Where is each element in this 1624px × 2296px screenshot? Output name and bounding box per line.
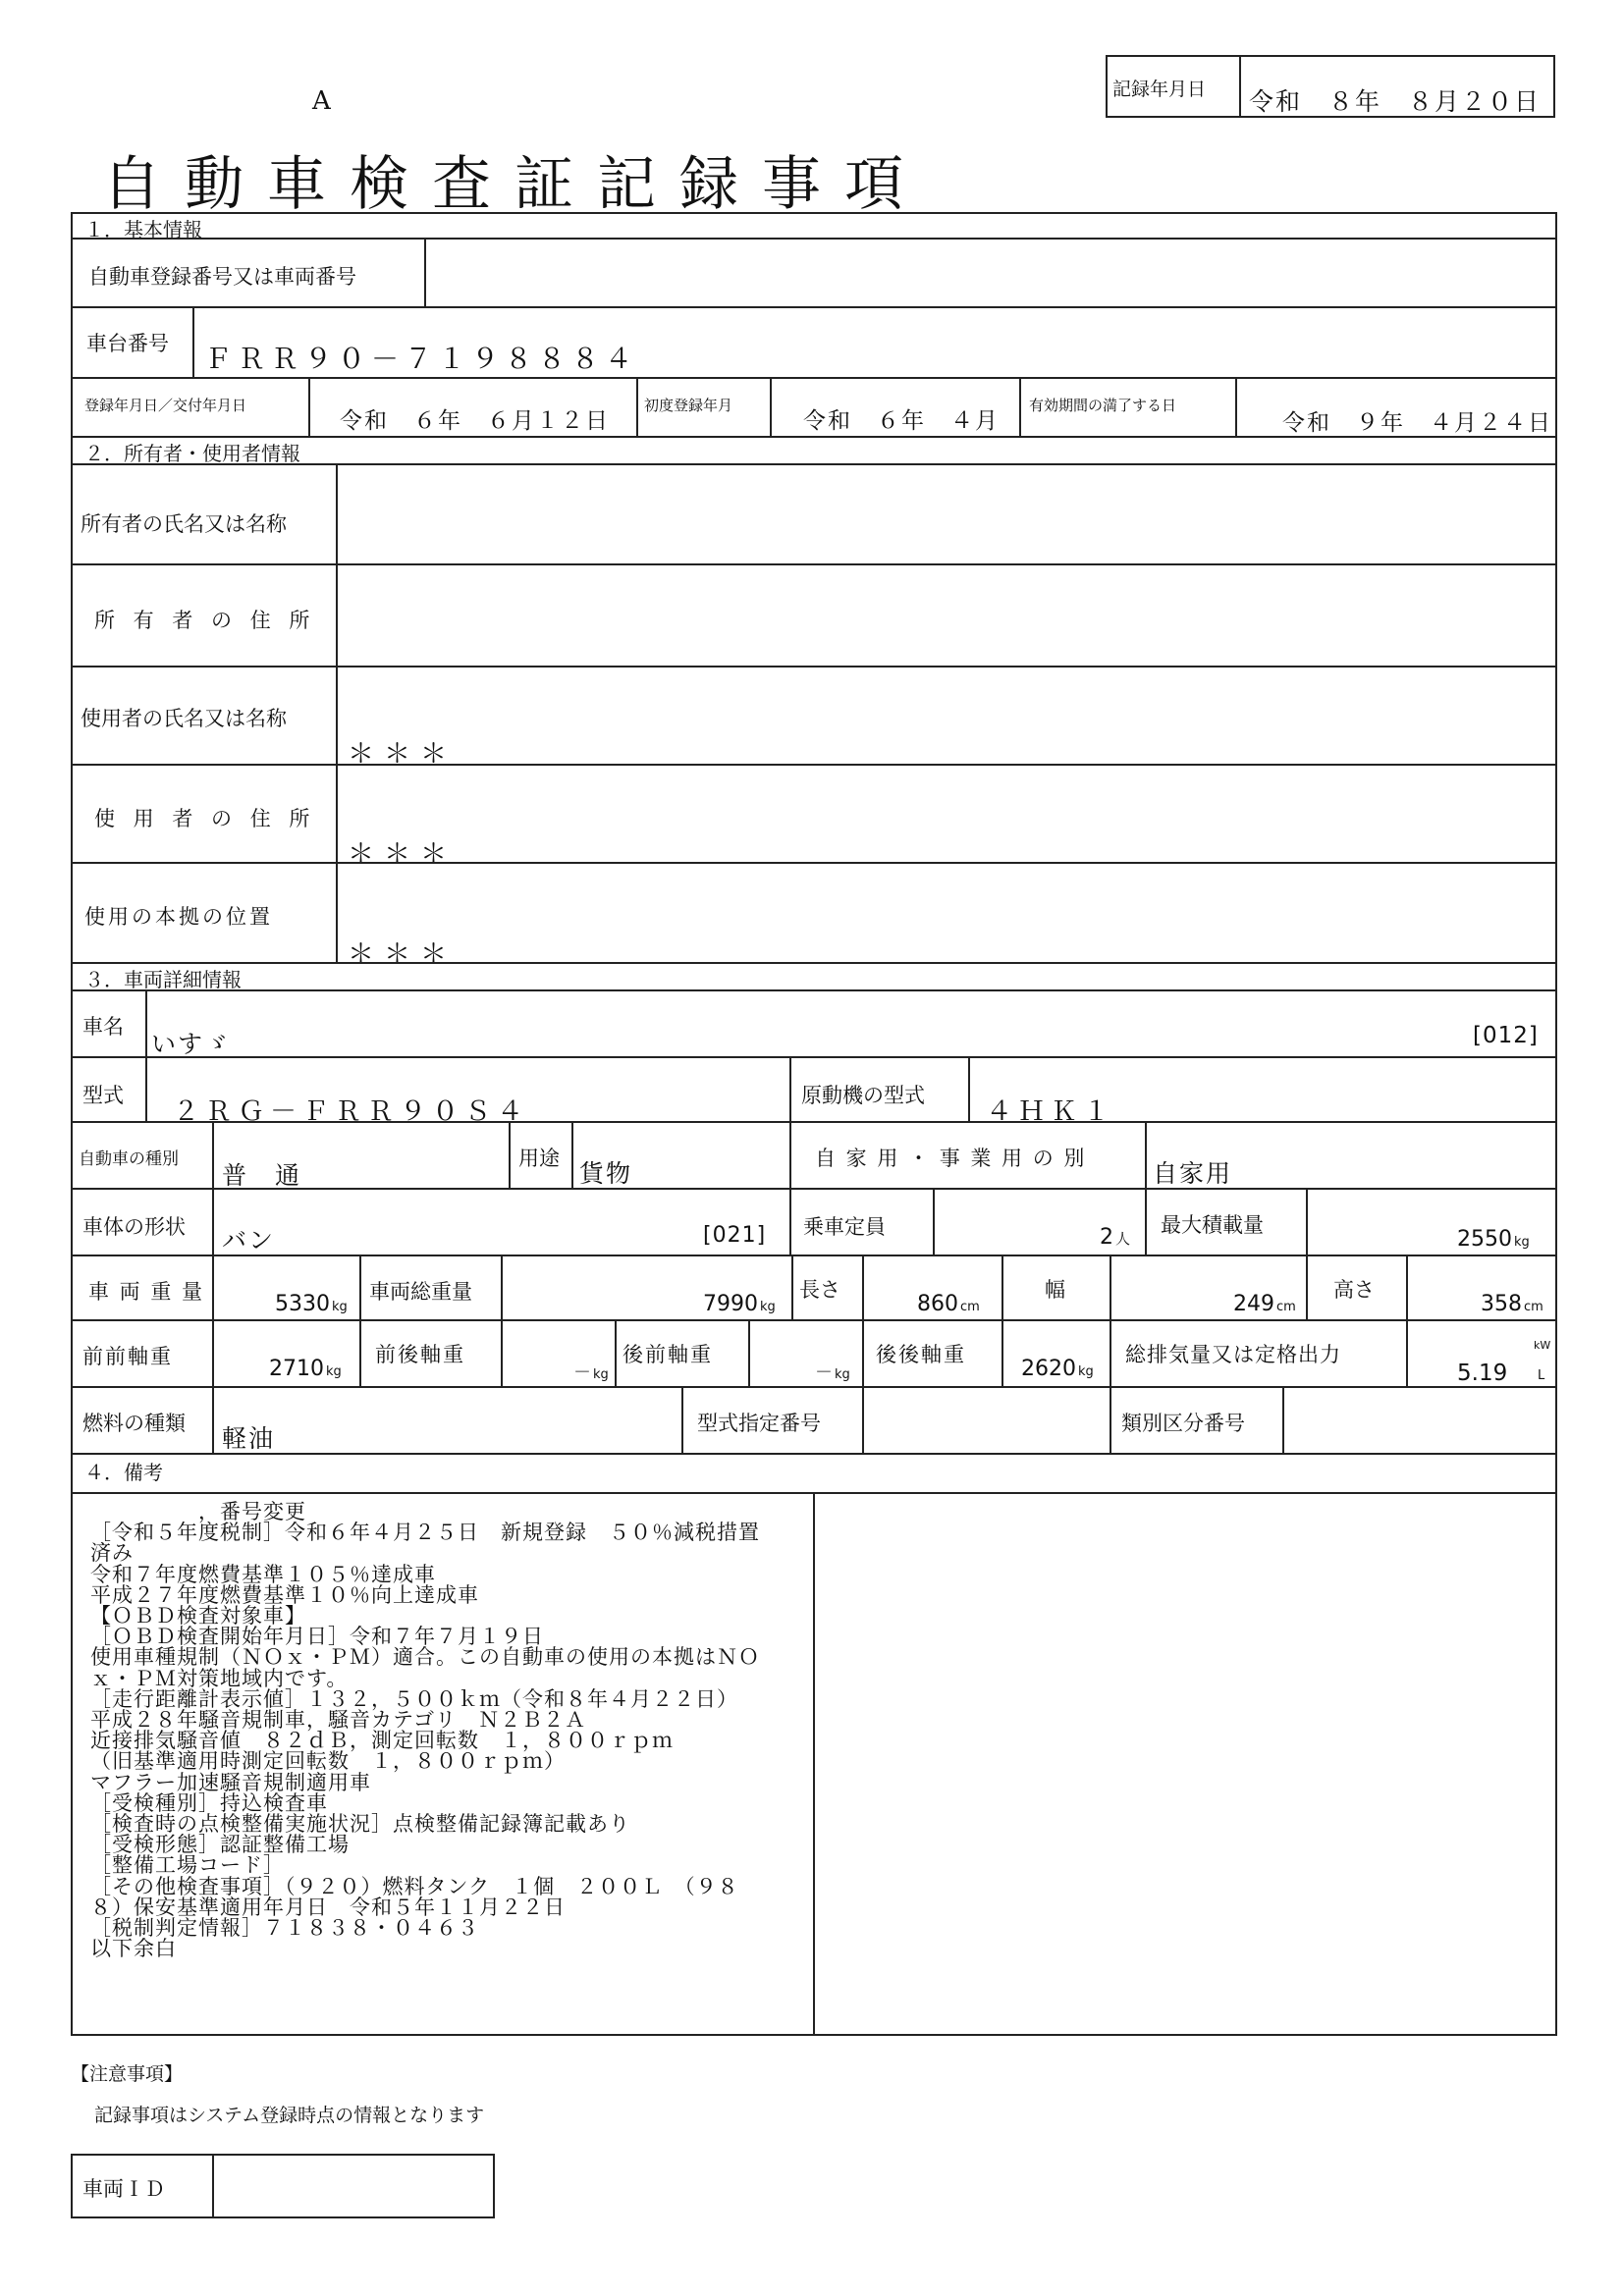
rear-front-axle-value: － (815, 1362, 833, 1383)
fuel-label: 燃料の種類 (82, 1412, 186, 1435)
user-address-value: ＊＊＊ (348, 839, 457, 870)
model-value: ２ＲＧ－ＦＲＲ９０Ｓ４ (173, 1096, 529, 1127)
class-label: 類別区分番号 (1121, 1412, 1245, 1435)
remarks-line: ｘ・ＰＭ対策地域内です。 (90, 1666, 349, 1690)
record-date-label: 記録年月日 (1112, 79, 1207, 100)
remarks-line: ［税制判定情報］７１８３８・０４６３ (90, 1916, 479, 1941)
front-rear-axle-value: － (573, 1362, 591, 1383)
height-value: 358 (1481, 1292, 1522, 1316)
private-business-value: 自家用 (1153, 1159, 1233, 1188)
vehicle-id-label: 車両ＩＤ (82, 2177, 165, 2201)
reg-date-value: 令和 ６年 ６月１２日 (340, 408, 610, 434)
notes-heading: 【注意事項】 (71, 2063, 184, 2085)
kind-label: 自動車の種別 (79, 1149, 179, 1169)
user-address-label: 使 用 者 の 住 所 (94, 807, 316, 830)
front-rear-axle-unit: kg (593, 1367, 609, 1382)
length-label: 長さ (799, 1278, 840, 1302)
front-front-axle-label: 前前軸重 (82, 1345, 173, 1368)
remarks-line: 以下余白 (90, 1937, 177, 1961)
owner-name-label: 所有者の氏名又は名称 (81, 512, 287, 536)
remarks-line: 済み (90, 1541, 134, 1566)
body-shape-label: 車体の形状 (82, 1215, 186, 1239)
remarks-line: 平成２８年騒音規制車，騒音カテゴリ Ｎ２Ｂ２Ａ (90, 1708, 587, 1733)
front-front-axle-unit: kg (326, 1364, 342, 1379)
width-label: 幅 (1045, 1278, 1065, 1302)
remarks-line: 近接排気騒音値 ８２ｄＢ，測定回転数 １，８００ｒｐｍ (90, 1729, 674, 1753)
rear-front-axle-unit: kg (835, 1367, 850, 1382)
notes-text: 記録事項はシステム登録時点の情報となります (94, 2105, 485, 2126)
first-reg-label: 初度登録年月 (644, 397, 733, 414)
remarks-line: ［受検種別］持込検査車 (90, 1790, 328, 1815)
section-basic-heading: １．基本情報 (84, 218, 202, 241)
section-owner-heading: ２．所有者・使用者情報 (84, 442, 300, 465)
use-label: 用途 (518, 1147, 560, 1170)
section-remarks-heading: ４．備考 (84, 1461, 163, 1484)
reg-date-label: 登録年月日／交付年月日 (84, 397, 247, 414)
user-name-label: 使用者の氏名又は名称 (81, 707, 287, 730)
max-load-value: 2550 (1457, 1227, 1512, 1252)
kind-value: 普 通 (222, 1161, 302, 1190)
base-location-value: ＊＊＊ (348, 939, 457, 970)
chassis-label: 車台番号 (86, 332, 169, 355)
remarks-line: ［令和５年度税制］令和６年４月２５日 新規登録 ５０％減税措置 (90, 1521, 760, 1545)
owner-address-label: 所 有 者 の 住 所 (94, 609, 316, 632)
use-value: 貨物 (579, 1159, 633, 1188)
max-load-label: 最大積載量 (1161, 1213, 1264, 1237)
max-load-unit: kg (1514, 1235, 1530, 1250)
body-shape-value: バン (222, 1226, 276, 1255)
remarks-line: ［走行距離計表示値］１３２，５００ｋｍ（令和８年４月２２日） (90, 1686, 738, 1711)
vehicle-name-label: 車名 (82, 1015, 124, 1039)
weight-unit: kg (332, 1300, 348, 1314)
vehicle-name-value: いすゞ (151, 1030, 232, 1058)
capacity-value: 2 (1100, 1225, 1113, 1250)
user-name-value: ＊＊＊ (348, 739, 457, 770)
remarks-line: ［検査時の点検整備実施状況］点検整備記録簿記載あり (90, 1812, 630, 1837)
remarks-line: 令和７年度燃費基準１０５％達成車 (90, 1562, 436, 1586)
chassis-value: ＦＲＲ９０－７１９８８８４ (204, 343, 639, 375)
remarks-line: （旧基準適用時測定回転数 １，８００ｒｐｍ） (90, 1749, 566, 1774)
expiry-label: 有効期間の満了する日 (1029, 397, 1177, 414)
rear-rear-axle-unit: kg (1078, 1364, 1094, 1379)
width-value: 249 (1233, 1292, 1274, 1316)
reg-no-label: 自動車登録番号又は車両番号 (88, 265, 356, 289)
gross-weight-label: 車両総重量 (369, 1280, 472, 1304)
weight-value: 5330 (275, 1292, 330, 1316)
rear-rear-axle-value: 2620 (1021, 1357, 1076, 1381)
section-vehicle-heading: ３．車両詳細情報 (84, 968, 242, 991)
base-location-label: 使用の本拠の位置 (84, 905, 273, 929)
remarks-line: ［整備工場コード］ (90, 1853, 285, 1878)
front-front-axle-value: 2710 (269, 1357, 324, 1381)
displacement-label: 総排気量又は定格出力 (1125, 1343, 1341, 1366)
height-label: 高さ (1333, 1278, 1375, 1302)
displacement-unit-kw: kW (1534, 1339, 1551, 1352)
remarks-text (90, 1502, 760, 1959)
gross-weight-value: 7990 (703, 1292, 758, 1316)
rear-front-axle-label: 後前軸重 (623, 1343, 713, 1366)
remarks-line: ［その他検査事項］（９２０）燃料タンク １個 ２００Ｌ （９８ (90, 1874, 739, 1898)
fuel-value: 軽油 (222, 1424, 276, 1453)
capacity-unit: 人 (1115, 1230, 1131, 1248)
model-label: 型式 (82, 1084, 124, 1107)
vehicle-name-code: [012] (1473, 1023, 1539, 1048)
capacity-label: 乗車定員 (803, 1215, 886, 1239)
length-value: 860 (917, 1292, 958, 1316)
remarks-line: マフラー加速騒音規制適用車 (90, 1770, 371, 1794)
record-date-value: 令和 ８年 ８月２０日 (1249, 87, 1542, 116)
remarks-line: ８）保安基準適用年月日 令和５年１１月２２日 (90, 1895, 566, 1919)
remarks-line: 【ＯＢＤ検査対象車】 (90, 1604, 306, 1629)
length-unit: cm (960, 1300, 980, 1314)
page-title: 自動車検査証記録事項 (102, 150, 927, 219)
rear-rear-axle-label: 後後軸重 (876, 1343, 966, 1366)
type-cert-label: 型式指定番号 (697, 1412, 821, 1435)
remarks-line: ［ＯＢＤ検査開始年月日］令和７年７月１９日 (90, 1625, 544, 1649)
weight-label: 車 両 重 量 (88, 1280, 205, 1304)
first-reg-value: 令和 ６年 ４月 (803, 408, 1000, 434)
front-rear-axle-label: 前後軸重 (375, 1343, 465, 1366)
remarks-line: ［受検形態］認証整備工場 (90, 1833, 350, 1857)
gross-weight-unit: kg (760, 1300, 776, 1314)
remarks-line: 使用車種規制（ＮＯｘ・ＰＭ）適合。この自動車の使用の本拠はＮＯ (90, 1645, 760, 1670)
displacement-value: 5.19 (1457, 1361, 1508, 1386)
remarks-line: 平成２７年度燃費基準１０％向上達成車 (90, 1582, 479, 1607)
width-unit: cm (1276, 1300, 1296, 1314)
engine-value: ４ＨＫ１ (986, 1096, 1115, 1127)
private-business-label: 自 家 用 ・ 事 業 用 の 別 (815, 1147, 1087, 1170)
page-marker: A (312, 86, 331, 116)
body-shape-code: [021] (703, 1223, 767, 1248)
height-unit: cm (1524, 1300, 1543, 1314)
expiry-value: 令和 ９年 ４月２４日 (1282, 410, 1552, 436)
displacement-unit-l: L (1538, 1368, 1545, 1383)
remarks-line: ，番号変更 (90, 1500, 306, 1523)
engine-label: 原動機の型式 (801, 1084, 925, 1107)
